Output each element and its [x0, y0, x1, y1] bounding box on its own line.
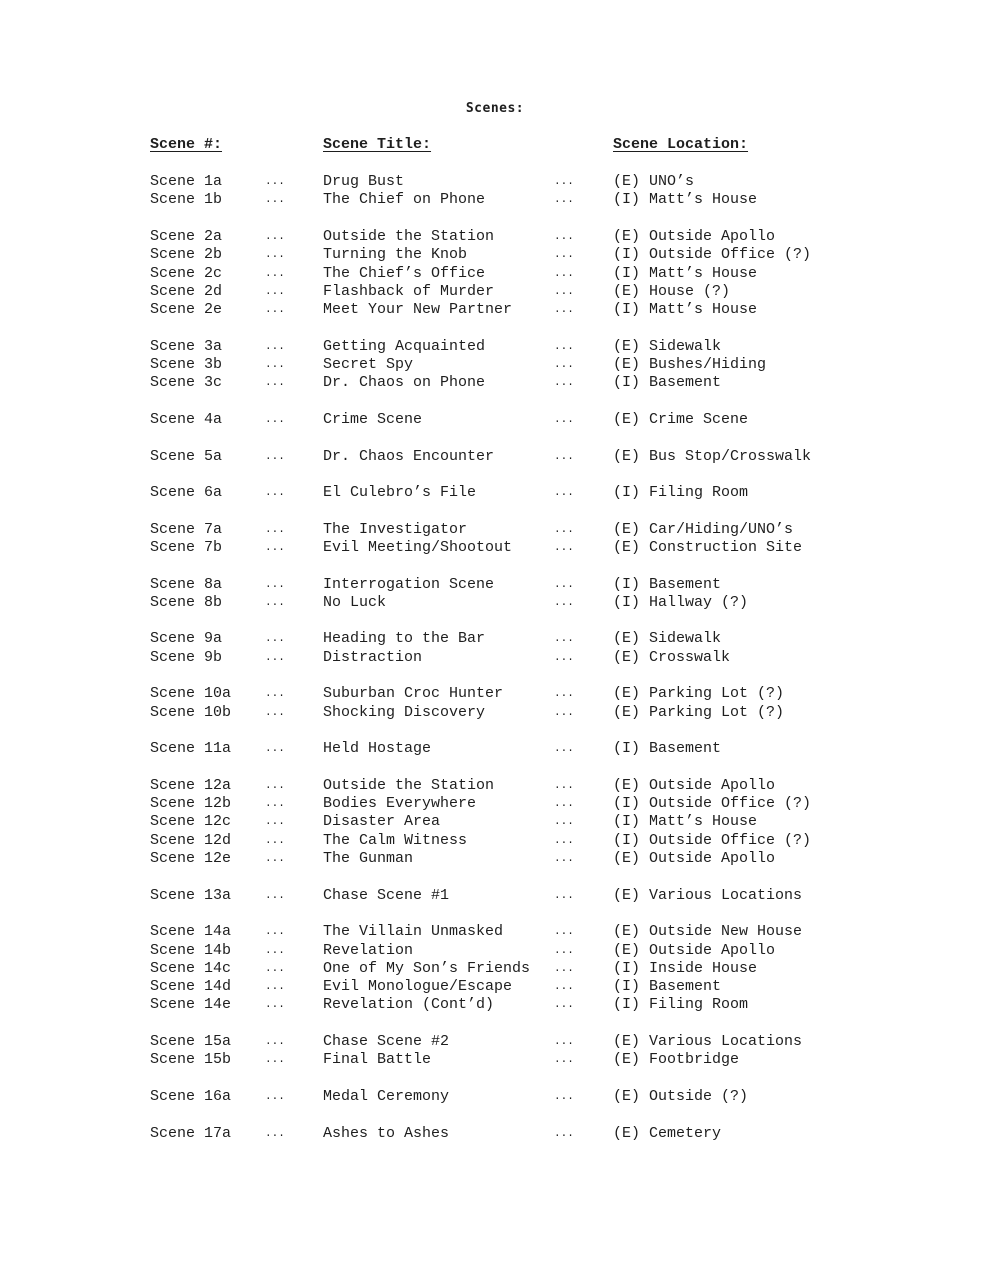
dot-leader: ... [554, 945, 574, 957]
scene-location: (I) Basement [613, 740, 722, 757]
dot-leader: ... [265, 890, 285, 902]
dot-leader: ... [265, 341, 285, 353]
scene-number: Scene 7b [150, 539, 223, 556]
scene-title: Outside the Station [323, 228, 495, 245]
scene-title: Drug Bust [323, 173, 405, 190]
scene-title: Flashback of Murder [323, 283, 495, 300]
scene-number: Scene 3a [150, 338, 223, 355]
scene-number: Scene 8a [150, 576, 223, 593]
dot-leader: ... [554, 1091, 574, 1103]
scene-row [0, 630, 990, 648]
scene-location: (E) Various Locations [613, 887, 803, 904]
dot-leader: ... [265, 633, 285, 645]
scene-location: (I) Matt’s House [613, 265, 758, 282]
scene-number: Scene 14e [150, 996, 232, 1013]
scene-location: (I) Matt’s House [613, 191, 758, 208]
scene-number: Scene 12c [150, 813, 232, 830]
dot-leader: ... [554, 853, 574, 865]
dot-leader: ... [554, 231, 574, 243]
scene-title: Crime Scene [323, 411, 423, 428]
dot-leader: ... [554, 743, 574, 755]
scene-location: (E) Footbridge [613, 1051, 740, 1068]
scene-row [0, 228, 990, 246]
dot-leader: ... [265, 981, 285, 993]
document-title: Scenes: [465, 101, 525, 116]
scene-number: Scene 16a [150, 1088, 232, 1105]
dot-leader: ... [265, 945, 285, 957]
scene-row [0, 594, 990, 612]
scene-number: Scene 12b [150, 795, 232, 812]
dot-leader: ... [554, 926, 574, 938]
scene-row [0, 832, 990, 850]
dot-leader: ... [265, 451, 285, 463]
scene-location: (E) Various Locations [613, 1033, 803, 1050]
dot-leader: ... [265, 652, 285, 664]
dot-leader: ... [554, 377, 574, 389]
scene-title: Revelation (Cont’d) [323, 996, 495, 1013]
scene-location: (E) Parking Lot (?) [613, 704, 785, 721]
dot-leader: ... [554, 707, 574, 719]
scene-number: Scene 14c [150, 960, 232, 977]
dot-leader: ... [265, 853, 285, 865]
dot-leader: ... [265, 999, 285, 1011]
scene-title: Interrogation Scene [323, 576, 495, 593]
scene-row [0, 356, 990, 374]
dot-leader: ... [554, 194, 574, 206]
dot-leader: ... [554, 542, 574, 554]
scene-number: Scene 3b [150, 356, 223, 373]
scene-number: Scene 11a [150, 740, 232, 757]
scene-title: Chase Scene #2 [323, 1033, 450, 1050]
dot-leader: ... [265, 542, 285, 554]
scene-title: Medal Ceremony [323, 1088, 450, 1105]
dot-leader: ... [265, 249, 285, 261]
scene-title: Revelation [323, 942, 414, 959]
dot-leader: ... [554, 341, 574, 353]
dot-leader: ... [554, 963, 574, 975]
scene-location: (I) Basement [613, 978, 722, 995]
dot-leader: ... [554, 1036, 574, 1048]
scene-title: Distraction [323, 649, 423, 666]
scene-title: Turning the Knob [323, 246, 468, 263]
dot-leader: ... [554, 286, 574, 298]
scene-number: Scene 2c [150, 265, 223, 282]
scene-row [0, 265, 990, 283]
scene-title: The Chief’s Office [323, 265, 486, 282]
dot-leader: ... [265, 176, 285, 188]
dot-leader: ... [265, 286, 285, 298]
dot-leader: ... [554, 1128, 574, 1140]
scene-location: (E) UNO’s [613, 173, 695, 190]
scene-title: Held Hostage [323, 740, 432, 757]
scene-number: Scene 2a [150, 228, 223, 245]
dot-leader: ... [265, 1128, 285, 1140]
scene-row [0, 301, 990, 319]
scene-location: (I) Outside Office (?) [613, 795, 812, 812]
scene-title: Ashes to Ashes [323, 1125, 450, 1142]
scene-title: El Culebro’s File [323, 484, 477, 501]
scene-row [0, 484, 990, 502]
scene-location: (E) Sidewalk [613, 338, 722, 355]
scene-location: (E) Outside New House [613, 923, 803, 940]
scene-location: (E) Crosswalk [613, 649, 731, 666]
scene-number: Scene 10a [150, 685, 232, 702]
scene-row [0, 649, 990, 667]
scene-title: Bodies Everywhere [323, 795, 477, 812]
scene-row [0, 338, 990, 356]
scene-title: The Villain Unmasked [323, 923, 504, 940]
scene-number: Scene 12a [150, 777, 232, 794]
scene-number: Scene 4a [150, 411, 223, 428]
scene-title: Meet Your New Partner [323, 301, 513, 318]
scene-row [0, 813, 990, 831]
dot-leader: ... [265, 268, 285, 280]
scene-row [0, 411, 990, 429]
dot-leader: ... [265, 707, 285, 719]
scene-number: Scene 2e [150, 301, 223, 318]
scene-row [0, 576, 990, 594]
scene-location: (E) Parking Lot (?) [613, 685, 785, 702]
dot-leader: ... [554, 414, 574, 426]
scene-title: Outside the Station [323, 777, 495, 794]
dot-leader: ... [554, 268, 574, 280]
scene-row [0, 283, 990, 301]
scene-row [0, 173, 990, 191]
scene-row [0, 1088, 990, 1106]
dot-leader: ... [265, 688, 285, 700]
scene-title: The Chief on Phone [323, 191, 486, 208]
scene-row [0, 539, 990, 557]
scene-row [0, 1033, 990, 1051]
scene-number: Scene 5a [150, 448, 223, 465]
scene-title: Heading to the Bar [323, 630, 486, 647]
dot-leader: ... [265, 524, 285, 536]
scene-title: No Luck [323, 594, 387, 611]
scene-row [0, 960, 990, 978]
scene-row [0, 685, 990, 703]
dot-leader: ... [265, 798, 285, 810]
scene-row [0, 740, 990, 758]
dot-leader: ... [265, 597, 285, 609]
scene-row [0, 704, 990, 722]
scene-number: Scene 14b [150, 942, 232, 959]
dot-leader: ... [554, 798, 574, 810]
scene-number: Scene 14a [150, 923, 232, 940]
scene-location: (E) Outside Apollo [613, 777, 776, 794]
scene-title: Final Battle [323, 1051, 432, 1068]
dot-leader: ... [554, 579, 574, 591]
scene-row [0, 978, 990, 996]
scene-title: One of My Son’s Friends [323, 960, 531, 977]
dot-leader: ... [554, 999, 574, 1011]
scene-number: Scene 8b [150, 594, 223, 611]
dot-leader: ... [265, 743, 285, 755]
dot-leader: ... [265, 1054, 285, 1066]
dot-leader: ... [265, 963, 285, 975]
scene-location: (E) Car/Hiding/UNO’s [613, 521, 794, 538]
dot-leader: ... [554, 1054, 574, 1066]
scene-number: Scene 9b [150, 649, 223, 666]
scene-title: Evil Monologue/Escape [323, 978, 513, 995]
scene-row [0, 923, 990, 941]
scene-number-header: Scene #: [150, 136, 223, 153]
scene-row [0, 850, 990, 868]
scene-location: (E) Construction Site [613, 539, 803, 556]
dot-leader: ... [265, 835, 285, 847]
scene-title: Dr. Chaos Encounter [323, 448, 495, 465]
dot-leader: ... [265, 359, 285, 371]
scene-location-header: Scene Location: [613, 136, 749, 153]
scene-location: (E) House (?) [613, 283, 731, 300]
dot-leader: ... [265, 1036, 285, 1048]
scene-number: Scene 15b [150, 1051, 232, 1068]
scene-location: (I) Outside Office (?) [613, 246, 812, 263]
dot-leader: ... [554, 652, 574, 664]
scene-row [0, 448, 990, 466]
scene-row [0, 374, 990, 392]
scene-location: (E) Outside (?) [613, 1088, 749, 1105]
dot-leader: ... [265, 487, 285, 499]
dot-leader: ... [554, 524, 574, 536]
scene-number: Scene 12d [150, 832, 232, 849]
scene-number: Scene 7a [150, 521, 223, 538]
dot-leader: ... [265, 304, 285, 316]
scene-location: (I) Matt’s House [613, 813, 758, 830]
scene-location: (I) Hallway (?) [613, 594, 749, 611]
scene-title: Evil Meeting/Shootout [323, 539, 513, 556]
scene-location: (E) Cemetery [613, 1125, 722, 1142]
scene-row [0, 777, 990, 795]
dot-leader: ... [554, 835, 574, 847]
dot-leader: ... [265, 414, 285, 426]
dot-leader: ... [265, 231, 285, 243]
scene-location: (I) Filing Room [613, 996, 749, 1013]
scene-number: Scene 15a [150, 1033, 232, 1050]
scene-title: Getting Acquainted [323, 338, 486, 355]
scene-row [0, 996, 990, 1014]
scene-row [0, 246, 990, 264]
dot-leader: ... [554, 633, 574, 645]
scene-number: Scene 12e [150, 850, 232, 867]
dot-leader: ... [554, 780, 574, 792]
scene-row [0, 1051, 990, 1069]
dot-leader: ... [265, 926, 285, 938]
scene-title: The Investigator [323, 521, 468, 538]
scene-number: Scene 3c [150, 374, 223, 391]
dot-leader: ... [554, 304, 574, 316]
dot-leader: ... [265, 1091, 285, 1103]
scene-row [0, 1125, 990, 1143]
scene-location: (E) Outside Apollo [613, 942, 776, 959]
scene-location: (I) Matt’s House [613, 301, 758, 318]
scene-location: (E) Crime Scene [613, 411, 749, 428]
scene-location: (E) Outside Apollo [613, 228, 776, 245]
scene-location: (E) Bus Stop/Crosswalk [613, 448, 812, 465]
scene-number: Scene 1b [150, 191, 223, 208]
scene-location: (E) Sidewalk [613, 630, 722, 647]
scene-location: (I) Basement [613, 374, 722, 391]
dot-leader: ... [554, 487, 574, 499]
dot-leader: ... [265, 377, 285, 389]
scene-row [0, 942, 990, 960]
scene-number: Scene 17a [150, 1125, 232, 1142]
dot-leader: ... [554, 176, 574, 188]
dot-leader: ... [265, 579, 285, 591]
dot-leader: ... [554, 249, 574, 261]
scene-number: Scene 2d [150, 283, 223, 300]
scene-title: The Calm Witness [323, 832, 468, 849]
scene-number: Scene 2b [150, 246, 223, 263]
dot-leader: ... [554, 451, 574, 463]
scene-location: (I) Outside Office (?) [613, 832, 812, 849]
scene-title: Chase Scene #1 [323, 887, 450, 904]
scene-title: Disaster Area [323, 813, 441, 830]
dot-leader: ... [554, 890, 574, 902]
scene-location: (E) Bushes/Hiding [613, 356, 767, 373]
scene-location: (I) Basement [613, 576, 722, 593]
scene-number: Scene 13a [150, 887, 232, 904]
scene-number: Scene 6a [150, 484, 223, 501]
dot-leader: ... [554, 816, 574, 828]
dot-leader: ... [554, 359, 574, 371]
scene-number: Scene 10b [150, 704, 232, 721]
scene-title: Shocking Discovery [323, 704, 486, 721]
scene-row [0, 521, 990, 539]
dot-leader: ... [554, 688, 574, 700]
scene-number: Scene 1a [150, 173, 223, 190]
scene-title: Suburban Croc Hunter [323, 685, 504, 702]
scene-row [0, 887, 990, 905]
scene-number: Scene 9a [150, 630, 223, 647]
scene-title: Dr. Chaos on Phone [323, 374, 486, 391]
scene-location: (I) Filing Room [613, 484, 749, 501]
scene-location: (E) Outside Apollo [613, 850, 776, 867]
scene-title-header: Scene Title: [323, 136, 432, 153]
dot-leader: ... [265, 816, 285, 828]
dot-leader: ... [554, 981, 574, 993]
scene-row [0, 191, 990, 209]
scene-title: Secret Spy [323, 356, 414, 373]
scene-row [0, 795, 990, 813]
dot-leader: ... [265, 194, 285, 206]
scene-location: (I) Inside House [613, 960, 758, 977]
dot-leader: ... [265, 780, 285, 792]
dot-leader: ... [554, 597, 574, 609]
scene-title: The Gunman [323, 850, 414, 867]
scene-number: Scene 14d [150, 978, 232, 995]
